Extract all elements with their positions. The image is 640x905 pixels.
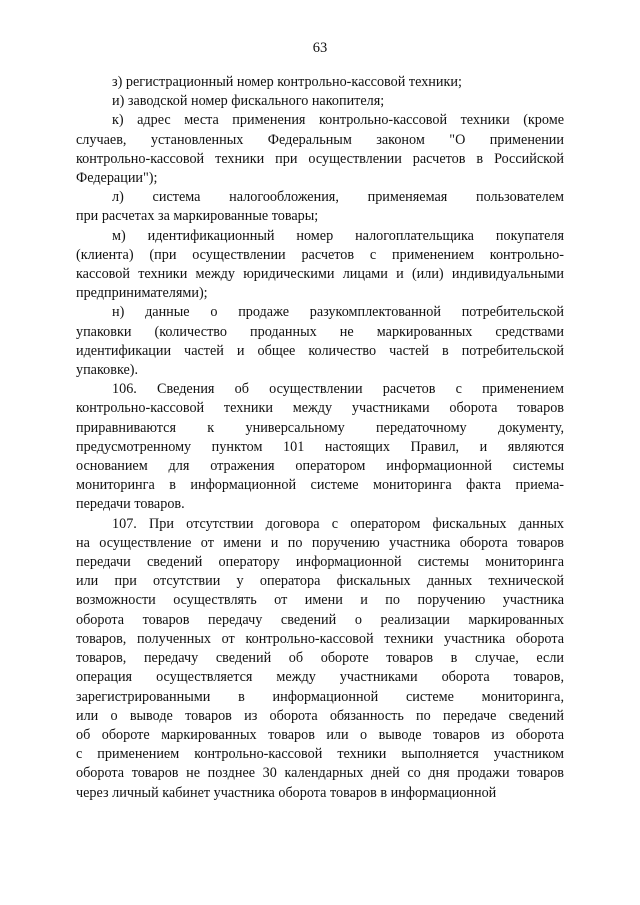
text-line: кассовой техники между юридическими лицами и (или) индивидуальными [76,266,564,283]
text-line: товаров, полученных от контрольно-кассовой техники участника оборота [76,630,564,647]
text-line: об обороте маркированных товаров или о выводе товаров из оборота [76,726,564,743]
paragraph-p107 [76,515,564,803]
text-line: с применением контрольно-кассовой техники выполняется участником [76,746,564,763]
text-line: или о выводе товаров из оборота обязанность по передаче сведений [76,707,564,724]
text-line: предусмотренному пунктом 101 настоящих Правил, и являются [76,438,564,455]
text-line: упаковки (количество проданных не маркированных средствами [76,323,564,340]
text-line: при расчетах за маркированные товары; [76,208,319,225]
paragraph-k [76,111,564,188]
text-line: через личный кабинет участника оборота товаров в информационной [76,784,497,801]
text-line: оборота товаров не позднее 30 календарных дней со дня продажи товаров [76,765,564,782]
page-number: 63 [312,40,328,56]
text-line: товаров, передачу сведений об обороте товаров в случае, если [76,650,564,667]
text-line: и) заводской номер фискального накопителя; [112,93,385,110]
text-line: н) данные о продаже разукомплектованной потребительской [112,304,564,321]
text-line: операция осуществляется между участниками оборота товаров, [76,669,564,686]
paragraph-n [76,303,564,380]
text-line: или при отсутствии у оператора фискальных данных технической [76,573,564,590]
paragraph-z [76,73,564,92]
text-line: на осуществление от имени и по поручению участника оборота товаров [76,534,564,551]
text-line: идентификации частей и общее количество частей в потребительской [76,342,564,359]
text-line: контрольно-кассовой техники между участниками оборота товаров [76,400,564,417]
text-line: случаев, установленных Федеральным законом "О применении [76,131,564,148]
paragraph-p106 [76,380,564,514]
text-line: м) идентификационный номер налогоплательщика покупателя [112,227,564,244]
text-line: мониторинга в информационной системе мониторинга факта приема- [76,477,564,494]
document-body [76,73,564,803]
text-line: 107. При отсутствии договора с оператором фискальных данных [112,515,564,532]
text-line: приравниваются к универсальному передаточному документу, [76,419,564,436]
text-line: оборота товаров передачу сведений о реализации маркированных [76,611,564,628]
text-line: основанием для отражения оператором информационной системы [76,458,564,475]
paragraph-m [76,227,564,304]
text-line: з) регистрационный номер контрольно-кассовой техники; [112,74,462,90]
text-line: зарегистрированными в информационной системе мониторинга, [76,688,564,705]
text-line: Федерации"); [76,170,158,187]
text-line: контрольно-кассовой техники при осуществлении расчетов в Российской [76,150,564,167]
text-line: л) система налогообложения, применяемая пользователем [112,189,564,206]
text-line: 106. Сведения об осуществлении расчетов с применением [112,381,564,398]
text-line: предпринимателями); [76,285,208,302]
text-line: передачи сведений оператору информационной системы мониторинга [76,554,564,571]
paragraph-i [76,92,564,111]
text-line: к) адрес места применения контрольно-кассовой техники (кроме [112,112,564,129]
text-line: передачи товаров. [76,496,185,513]
paragraph-l [76,188,564,226]
text-line: (клиента) (при осуществлении расчетов с применением контрольно- [76,246,564,263]
text-line: возможности осуществлять от имени и по поручению участника [76,592,564,609]
text-line: упаковке). [76,362,139,379]
